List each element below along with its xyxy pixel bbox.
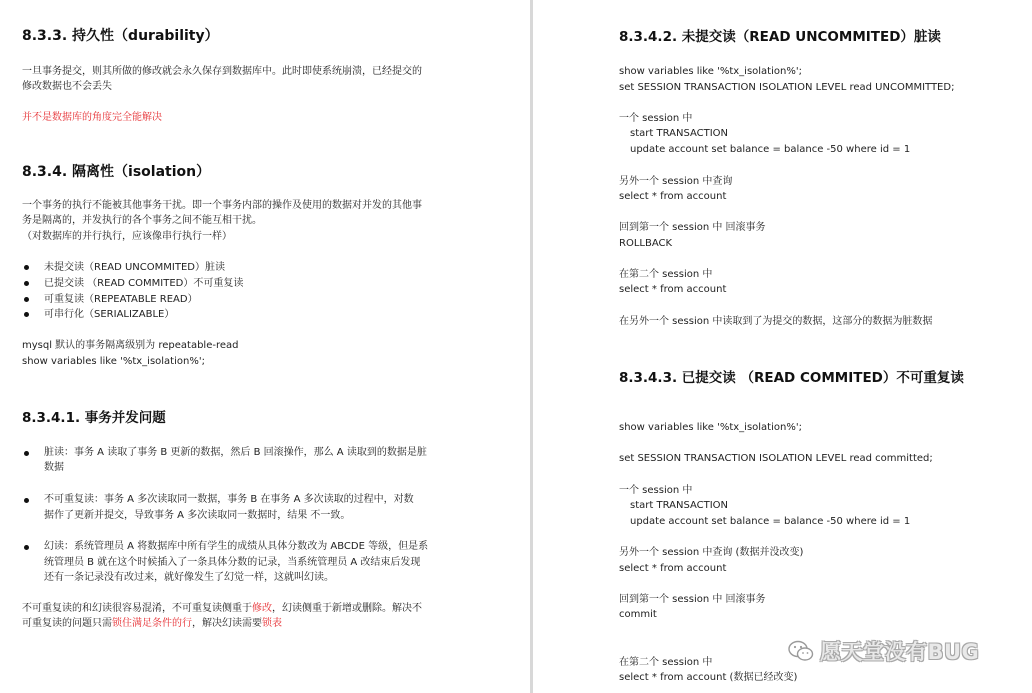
- ru-back-session-1: 回到第一个 session 中 回滚事务: [619, 222, 766, 233]
- phantom-read-line1: 幻读：系统管理员 A 将数据库中所有学生的成绩从具体分数改为 ABCDE 等级，但是系: [44, 541, 429, 552]
- list-item: 未提交读（READ UNCOMMITED）脏读: [44, 262, 225, 273]
- ru-session-2-query: 另外一个 session 中查询: [619, 176, 733, 187]
- ru-session-1: 一个 session 中: [619, 113, 693, 124]
- summary-text: 不可重复读的和幻读很容易混淆，不可重复读侧重于: [22, 603, 252, 614]
- bullet-icon: [24, 297, 29, 302]
- ru-conclusion: 在另外一个 session 中读取到了为提交的数据，这部分的数据为脏数据: [619, 316, 933, 327]
- rc-select-1: select * from account: [619, 563, 727, 574]
- section-concurrency-title: 8.3.4.1. 事务并发问题: [22, 410, 166, 426]
- rc-session-2: 在第二个 session 中: [619, 657, 713, 668]
- rc-select-2: select * from account (数据已经改变): [619, 672, 798, 683]
- isolation-para-line3: （对数据库的并行执行，应该像串行执行一样）: [22, 231, 232, 242]
- rc-update-statement: update account set balance = balance -50 where id = 1: [630, 516, 911, 527]
- mysql-default-level: mysql 默认的事务隔离级别为 repeatable-read: [22, 340, 239, 351]
- isolation-para-line1: 一个事务的执行不能被其他事务干扰。即一个事务内部的操作及使用的数据对并发的其他事: [22, 200, 422, 211]
- rc-commit: commit: [619, 609, 657, 620]
- ru-show-variables: show variables like '%tx_isolation%';: [619, 66, 802, 77]
- ru-update-statement: update account set balance = balance -50 where id = 1: [630, 144, 911, 155]
- bullet-icon: [24, 281, 29, 286]
- show-variables-line: show variables like '%tx_isolation%';: [22, 356, 205, 367]
- summary-highlight: 修改: [252, 603, 272, 614]
- nonrepeatable-read-line2: 据作了更新并提交，导致事务 A 多次读取同一数据时，结果 不一致。: [44, 510, 351, 521]
- ru-start-transaction: start TRANSACTION: [630, 128, 729, 139]
- summary-highlight: 锁住满足条件的行: [112, 618, 192, 629]
- durability-note-red: 并不是数据库的角度完全能解决: [22, 112, 162, 123]
- section-isolation-title: 8.3.4. 隔离性（isolation）: [22, 164, 211, 180]
- bullet-icon: [24, 265, 29, 270]
- ru-rollback: ROLLBACK: [619, 238, 673, 249]
- rc-set-isolation: set SESSION TRANSACTION ISOLATION LEVEL read committed;: [619, 453, 933, 464]
- wechat-icon: [788, 639, 814, 663]
- list-item: 已提交读 （READ COMMITED）不可重复读: [44, 278, 244, 289]
- isolation-para-line2: 务是隔离的，并发执行的各个事务之间不能互相干扰。: [22, 215, 262, 226]
- right-page: [533, 0, 1032, 693]
- summary-line2: [22, 616, 282, 631]
- watermark: [788, 636, 979, 666]
- rc-start-transaction: start TRANSACTION: [630, 500, 729, 511]
- ru-set-isolation: set SESSION TRANSACTION ISOLATION LEVEL read UNCOMMITTED;: [619, 82, 955, 93]
- rc-back-session-1: 回到第一个 session 中 回滚事务: [619, 594, 766, 605]
- dirty-read-line2: 数据: [44, 462, 64, 473]
- list-item: 可重复读（REPEATABLE READ）: [44, 294, 198, 305]
- bullet-icon: [24, 545, 29, 550]
- ru-session-2: 在第二个 session 中: [619, 269, 713, 280]
- summary-line1: [22, 601, 422, 616]
- list-item: 可串行化（SERIALIZABLE）: [44, 309, 175, 320]
- nonrepeatable-read-line1: 不可重复读：事务 A 多次读取同一数据，事务 B 在事务 A 多次读取的过程中，对数: [44, 494, 414, 505]
- rc-session-1: 一个 session 中: [619, 485, 693, 496]
- section-read-uncommitted-title: 8.3.4.2. 未提交读（READ UNCOMMITED）脏读: [619, 29, 941, 45]
- durability-para-line2: 修改数据也不会丢失: [22, 81, 112, 92]
- ru-select-1: select * from account: [619, 191, 727, 202]
- phantom-read-line2: 统管理员 B 就在这个时候插入了一条具体分数的记录，当系统管理员 A 改结束后发现: [44, 557, 421, 568]
- ru-select-2: select * from account: [619, 284, 727, 295]
- dirty-read-line1: 脏读：事务 A 读取了事务 B 更新的数据，然后 B 回滚操作，那么 A 读取到的数据是脏: [44, 447, 427, 458]
- section-durability-title: 8.3.3. 持久性（durability）: [22, 28, 219, 44]
- rc-session-2-query: 另外一个 session 中查询 (数据并没改变): [619, 547, 804, 558]
- section-read-committed-title: 8.3.4.3. 已提交读 （READ COMMITED）不可重复读: [619, 370, 964, 386]
- bullet-icon: [24, 498, 29, 503]
- watermark-text: 愿天堂没有BUG: [820, 640, 980, 664]
- durability-para-line1: 一旦事务提交，则其所做的修改就会永久保存到数据库中。此时即使系统崩溃，已经提交的: [22, 66, 422, 77]
- summary-text: ，解决幻读需要: [192, 618, 262, 629]
- summary-highlight: 锁表: [262, 618, 282, 629]
- phantom-read-line3: 还有一条记录没有改过来，就好像发生了幻觉一样，这就叫幻读。: [44, 572, 334, 583]
- summary-text: ，幻读侧重于新增或删除。解决不: [272, 603, 422, 614]
- bullet-icon: [24, 451, 29, 456]
- rc-show-variables: show variables like '%tx_isolation%';: [619, 422, 802, 433]
- summary-text: 可重复读的问题只需: [22, 618, 112, 629]
- bullet-icon: [24, 312, 29, 317]
